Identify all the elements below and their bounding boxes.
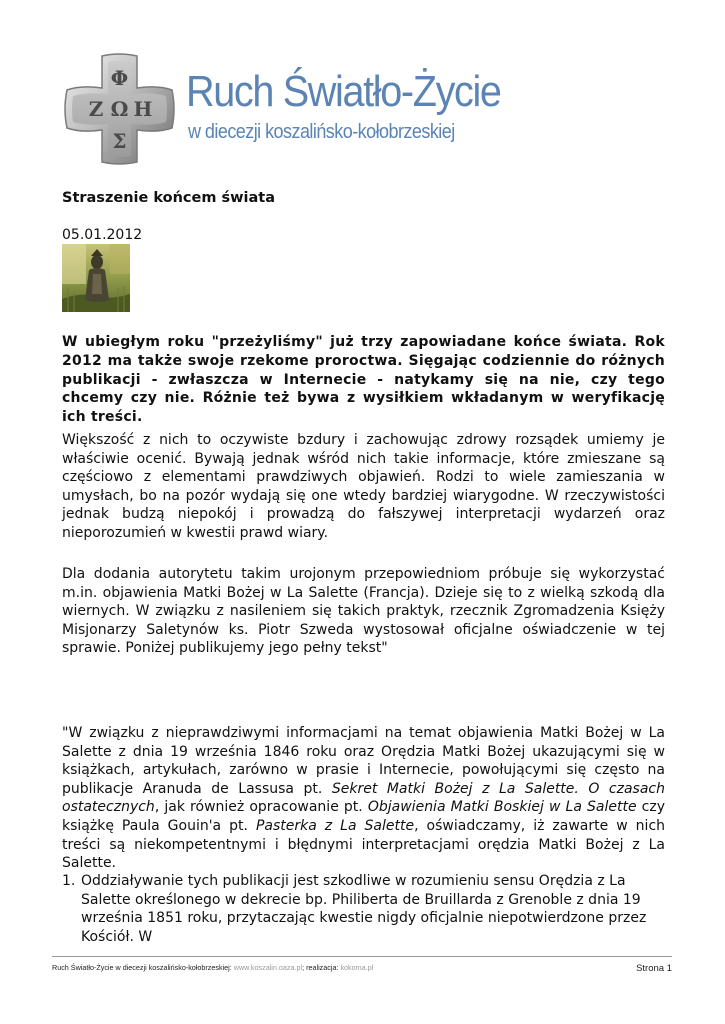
footer-org: Ruch Światło-Życie w diecezji koszalińsko-kołobrzeskiej: [52, 963, 232, 972]
statement-text: , jak również opracowanie pt. [154, 799, 368, 816]
list-item [62, 872, 665, 946]
svg-text:Ζ: Ζ [88, 97, 104, 121]
footer-realization-link[interactable]: kokoma.pl [340, 963, 374, 972]
article-date: 05.01.2012 [62, 227, 143, 243]
numbered-list [62, 872, 665, 946]
footer-realization-label: realizacja: [306, 963, 339, 972]
svg-text:Η: Η [133, 97, 153, 121]
page-number: Strona 1 [636, 963, 672, 974]
article-paragraph: Dla dodania autorytetu takim urojonym przepowiedniom próbuje się wykorzystać m.in. objawienia Matki Bożej w La Salette (Francja). Dzieje się to z wielką szkodą dla wiernych. W związku z nasileniem się takich praktyk, rzecznik Zgromadzenia Księży Misjonarzy Saletynów ks. Piotr Szweda wystosował oficjalne oświadczenie w tej sprawie. Poniżej publikujemy jego pełny tekst" [62, 566, 665, 657]
footer-separator: ; [302, 963, 305, 972]
footer-divider [52, 956, 672, 957]
footer-credits [52, 963, 373, 972]
book-title: Sekret Matki Bożej z La Salette. O czasach ostatecznych [62, 780, 665, 816]
zoe-cross-emblem-icon [62, 52, 177, 167]
svg-text:Σ: Σ [112, 129, 127, 153]
article-thumbnail [62, 244, 130, 312]
statement-text: "W związku z nieprawdziwymi informacjami na temat objawienia Matki Bożej w La Salette z dnia 19 września 1846 roku oraz Orędzia Matki Bożej ukazującymi się w książkach, artykułach, zarówno w prasie i Internecie, powołującymi się często na publikacje Aranuda de Lassusa pt. [62, 725, 665, 797]
article-lead: W ubiegłym roku "przeżyliśmy" już trzy zapowiadane końce świata. Rok 2012 ma także swoje rzekome proroctwa. Sięgając codziennie do różnych publikacji - zwłaszcza w Internecie - natykamy się na nie, czy tego chcemy czy nie. Różnie też bywa z wysiłkiem wkładanym w weryfikację ich treści. [62, 334, 665, 426]
list-item-number: 1. [62, 873, 76, 889]
svg-text:Φ: Φ [110, 66, 129, 90]
list-item-text: Oddziaływanie tych publikacji jest szkodliwe w rozumieniu sensu Orędzia z La Salette określonego w dekrecie bp. Philiberta de Bruillarda z Grenoble z dnia 19 września 1851 roku, przytaczając kwestie nigdy oficjalnie niepotwierdzone przez Kościół. W [81, 873, 647, 945]
article-paragraph: Większość z nich to oczywiste bzdury i zachowując zdrowy rozsądek umiemy je właściwie ocenić. Bywają jednak wśród nich takie informacje, które zmieszane są częściowo z elementami prawdziwych objawień. Rodzi to wiele zamieszania w umysłach, bo na pozór wydają się one wtedy bardziej wiarygodne. W rzeczywistości jednak budzą niepokój i prowadzą do fałszywej interpretacji wydarzeń oraz nieporozumień w kwestii prawd wiary. [62, 432, 665, 541]
footer-site-link[interactable]: www.koszalin.oaza.pl [233, 963, 303, 972]
svg-text:Ω: Ω [110, 97, 129, 121]
article-title: Straszenie końcem świata [62, 190, 276, 206]
site-header [62, 52, 622, 172]
statement-text: czy książkę Paula Gouin'a pt. [62, 799, 666, 834]
site-subtitle: w diecezji koszalińsko-kołobrzeskiej [188, 121, 455, 143]
site-title: Ruch Światło-Życie [186, 67, 501, 116]
book-title: Objawienia Matki Boskiej w La Salette [367, 799, 637, 816]
quoted-statement [62, 724, 665, 873]
statement-text: , oświadczamy, iż zawarte w nich treści są niekompetentnymi i błędnymi interpretacjami orędzia Matki Bożej z La Salette. [62, 817, 666, 872]
book-title: Pasterka z La Salette [255, 817, 415, 834]
